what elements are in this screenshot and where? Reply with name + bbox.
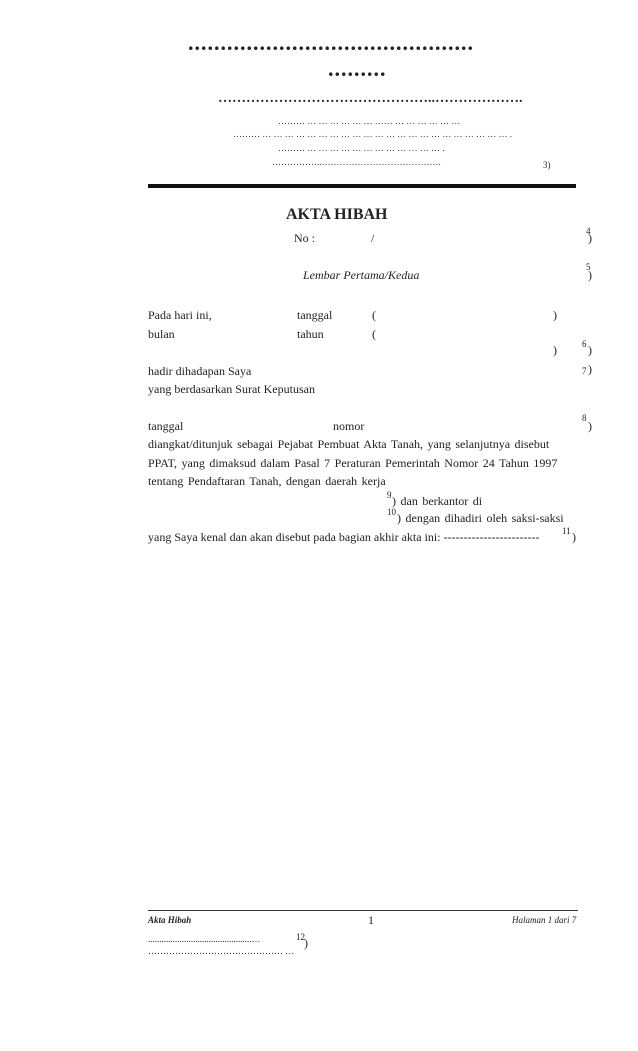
number-label: No : — [294, 231, 315, 245]
date-open-paren: ( — [372, 308, 376, 322]
header-rule — [148, 184, 576, 188]
day-label: Pada hari ini, — [148, 308, 212, 322]
header-dots-line-7: ……………..…………………………………. — [272, 157, 441, 167]
footnote-7-paren: ) — [588, 362, 592, 376]
footnote-8-paren: ) — [588, 419, 592, 433]
paragraph-line-4: ) dan berkantor di — [392, 494, 483, 508]
footnote-11-paren: ) — [572, 530, 576, 544]
header-dots-line-4: ……… … … … … … … …… … … … … … … — [278, 116, 461, 126]
paragraph-line-5: ) dengan dihadiri oleh saksi-saksi — [397, 511, 564, 525]
header-footnote-3: 3) — [543, 160, 551, 170]
number-slash: / — [371, 231, 375, 245]
decree-date-label: tanggal — [148, 419, 184, 433]
paragraph-line-2: PPAT, yang dimaksud dalam Pasal 7 Peraturan Pemerintah Nomor 24 Tahun 1997 — [148, 456, 558, 470]
header-dots-line-5: ……… … … … … … … … … … … … … … … … … … … … … … … . — [233, 129, 512, 139]
footnote-8: 8 — [582, 413, 587, 423]
paragraph-line-1: diangkat/ditunjuk sebagai Pejabat Pembuat Akta Tanah, yang selanjutnya disebut — [148, 437, 550, 451]
footnote-7: 7 — [582, 366, 587, 376]
paragraph-line-6: yang Saya kenal dan akan disebut pada bagian akhir akta ini: ------------------------ — [148, 530, 540, 544]
header-dots-line-1: ............................................ — [188, 30, 474, 55]
footnote-4-paren: ) — [588, 231, 592, 245]
footer-dots-1: ..............................................… — [148, 934, 261, 944]
footnote-5: 5 — [586, 262, 591, 272]
sheet-label: Lembar Pertama/Kedua — [303, 268, 420, 282]
footer-doc-title: Akta Hibah — [148, 915, 192, 925]
present-before-label: hadir dihadapan Saya — [148, 364, 252, 378]
footer-rule — [148, 910, 578, 911]
footnote-6-paren: ) — [588, 343, 592, 357]
header-dots-line-2: ......... — [328, 56, 387, 81]
footer-page-of: Halaman 1 dari 7 — [512, 915, 577, 925]
date-close-paren: ) — [553, 308, 557, 322]
footnote-4: 4 — [586, 226, 591, 236]
footnote-11: 11 — [562, 526, 571, 536]
footnote-5-paren: ) — [588, 268, 592, 282]
date-label: tanggal — [297, 308, 333, 322]
footnote-12: 12 — [296, 932, 305, 942]
paragraph-line-3: tentang Pendaftaran Tanah, dengan daerah kerja — [148, 474, 386, 488]
decree-label: yang berdasarkan Surat Keputusan — [148, 382, 315, 396]
year-label: tahun — [297, 327, 324, 341]
footnote-9: 9 — [387, 490, 392, 500]
footnote-10: 10 — [387, 507, 396, 517]
footnote-6: 6 — [582, 339, 587, 349]
year-close-paren: ) — [553, 343, 557, 357]
page-title: AKTA HIBAH — [286, 206, 388, 223]
year-open-paren: ( — [372, 327, 376, 341]
month-label: bulan — [148, 327, 175, 341]
decree-number-label: nomor — [333, 419, 365, 433]
header-dots-line-3: ………………………………………..………………. — [218, 91, 523, 106]
header-dots-line-6: ……… … … … … … … … … … … … … . — [278, 143, 445, 153]
footer-dots-2: ……………………………………… … — [148, 946, 295, 956]
footnote-12-paren: ) — [304, 936, 308, 950]
footer-page-number: 1 — [368, 913, 374, 927]
